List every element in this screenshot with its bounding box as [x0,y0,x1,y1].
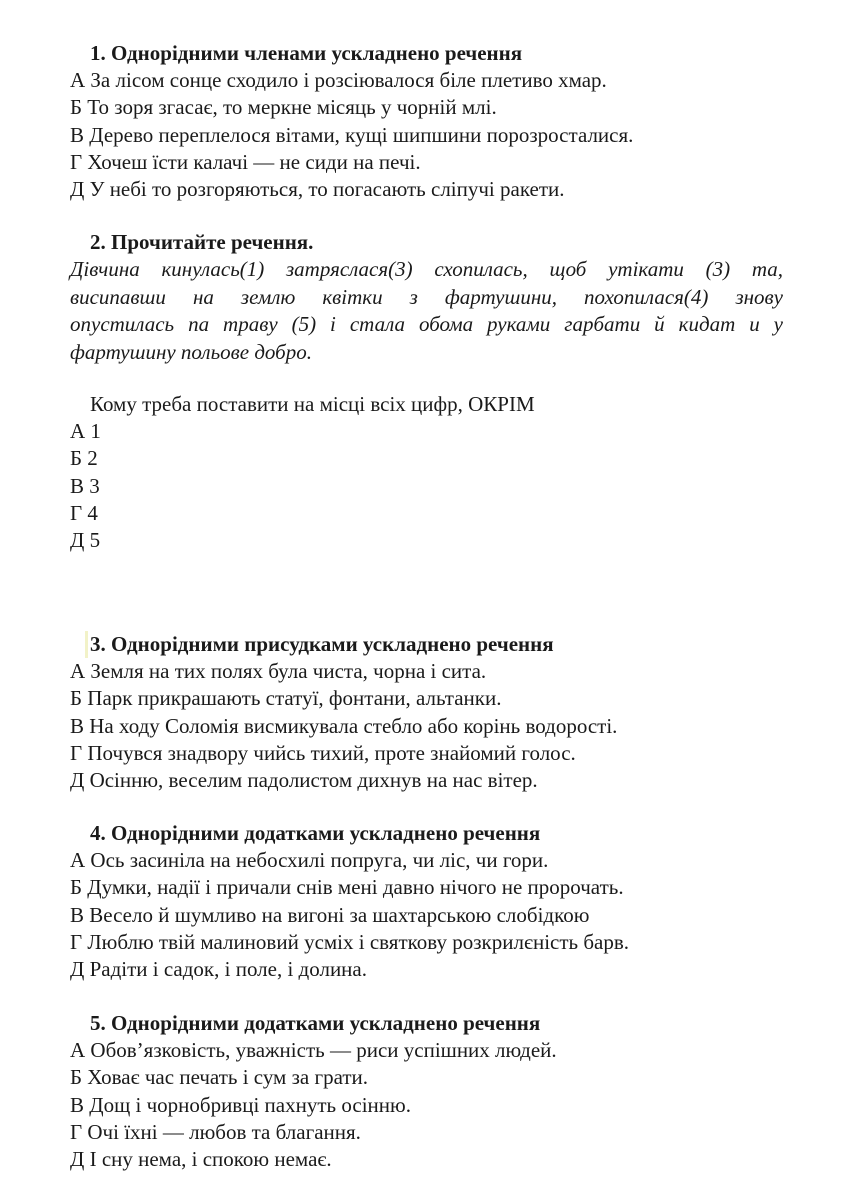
question-5 [70,1010,790,1173]
question-4-option-a: А Ось засиніла на небосхилі попруга, чи ліс, чи гори. [70,848,549,872]
question-2-sentence-line: опустилась па траву (5) і стала обома руками гарбати й кидат и у [70,312,783,336]
question-2-sentence-line: Дівчина кинулась(1) затряслася(3) схопилась, щоб утікати (3) та, [70,257,783,281]
question-4-option-e: Д Радіти і садок, і поле, і долина. [70,957,367,982]
question-2-option-c: В 3 [70,473,100,498]
question-3-title-text: 3. Однорідними присудками ускладнено речення [85,631,554,658]
question-5-option-b: Б Ховає час печать і сум за грати. [70,1065,369,1090]
question-1-option-a: А За лісом сонце сходило і розсіювалося біле плетиво хмар. [70,68,607,92]
question-5-option-e: Д І сну нема, і спокою немає. [70,1147,332,1172]
question-4 [70,820,790,983]
question-3-title [70,631,790,658]
question-1-title: 1. Однорідними членами ускладнено речення [90,41,523,65]
question-2-option-a: А 1 [70,419,101,443]
question-1-option-d: Г Хочеш їсти калачі — не сиди на печі. [70,149,421,174]
question-2-sentence-line: фартушину польове добро. [70,339,312,364]
question-3-option-e: Д Осінню, веселим падолистом дихнув на нас вітер. [70,768,538,793]
question-4-option-b: Б Думки, надії і причали снів мені давно нічого не пророчать. [70,875,624,900]
question-1 [70,40,790,203]
question-1-option-b: Б То зоря згасає, то меркне місяць у чорній млі. [70,95,497,120]
question-2-sentence-line: висипавши на землю квітки з фартушини, похопилася(4) знову [70,284,783,309]
question-2-sentence [70,256,783,366]
question-4-title: 4. Однорідними додатками ускладнено речення [90,821,541,845]
question-2 [70,229,790,366]
question-4-option-c: В Весело й шумливо на вигоні за шахтарською слобідкою [70,902,590,927]
question-5-option-a: А Обов’язковість, уважність — риси успішних людей. [70,1038,557,1062]
question-3-option-c: В На ходу Соломія висмикувала стебло або корінь водорості. [70,713,618,738]
question-2-option-b: Б 2 [70,446,98,471]
question-5-title: 5. Однорідними додатками ускладнено речення [90,1011,541,1035]
question-4-option-d: Г Люблю твій малиновий усміх і святкову розкрилєність барв. [70,929,630,954]
question-3-option-b: Б Парк прикрашають статуї, фонтани, альтанки. [70,686,502,711]
question-2-option-e: Д 5 [70,528,101,553]
question-2-task [70,391,790,554]
question-3-option-a: А Земля на тих полях була чиста, чорна і сита. [70,659,487,683]
question-5-option-d: Г Очі їхні — любов та благання. [70,1119,361,1144]
question-3-option-d: Г Почувся знадвору чийсь тихий, проте знайомий голос. [70,740,576,765]
question-2-option-d: Г 4 [70,500,98,525]
question-3 [70,631,790,794]
question-2-prompt: Кому треба поставити на місці всіх цифр, ОКРІМ [90,392,535,416]
question-2-title: 2. Прочитайте речення. [90,230,314,254]
question-1-option-c: В Дерево переплелося вітами, кущі шипшини порозросталися. [70,122,634,147]
question-1-option-e: Д У небі то розгоряються, то погасають сліпучі ракети. [70,177,565,202]
question-5-option-c: В Дощ і чорнобривці пахнуть осінню. [70,1092,411,1117]
